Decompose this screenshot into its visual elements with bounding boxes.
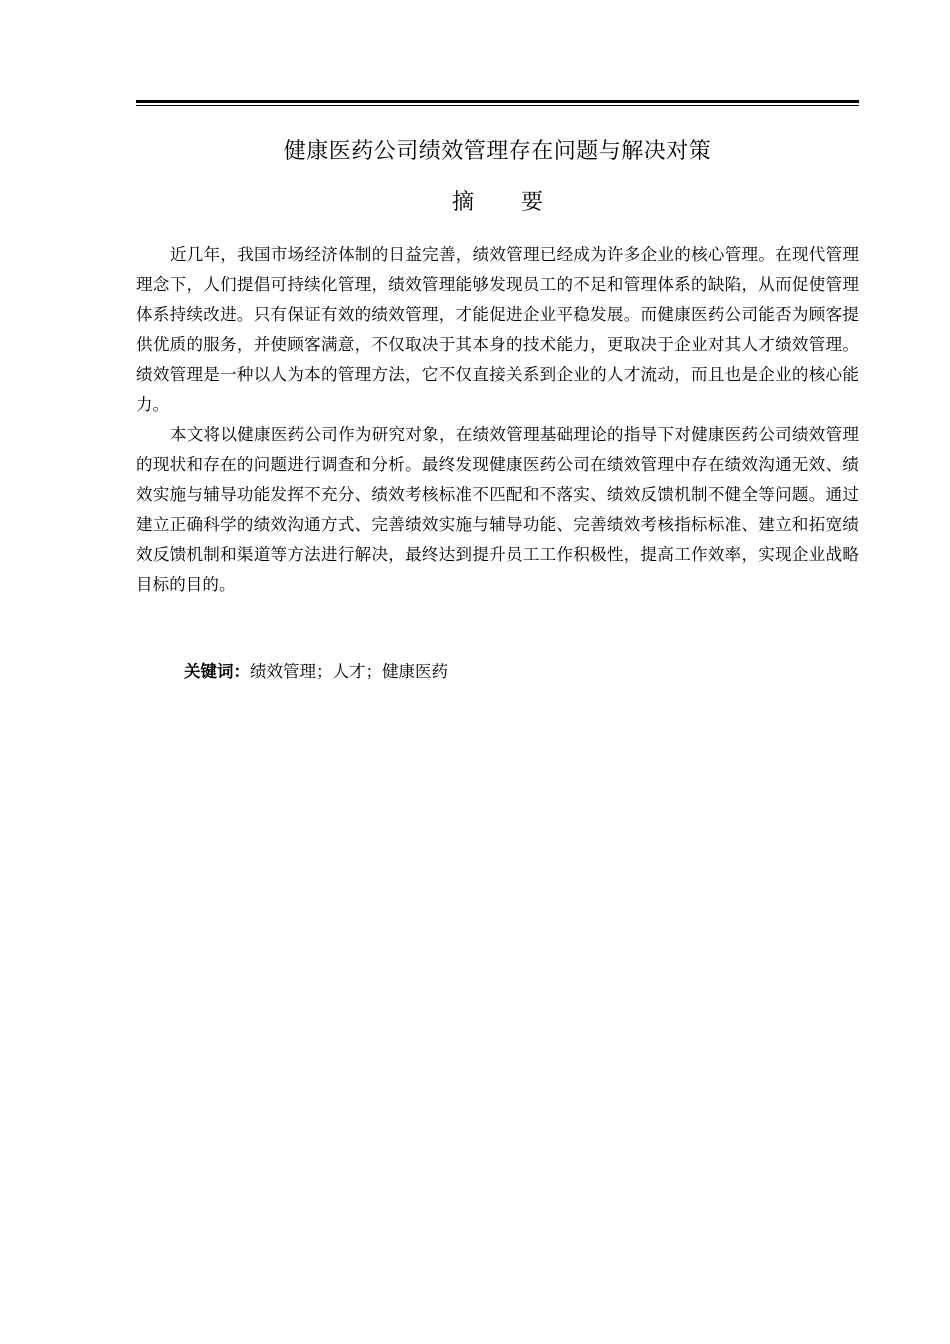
header-rule-thick	[136, 100, 859, 103]
keywords-value: 绩效管理；人才；健康医药	[250, 662, 448, 681]
abstract-body	[136, 240, 859, 600]
abstract-paragraph-2: 本文将以健康医药公司作为研究对象，在绩效管理基础理论的指导下对健康医药公司绩效管理的现状和存在的问题进行调查和分析。最终发现健康医药公司在绩效管理中存在绩效沟通无效、绩效实施与辅导功能发挥不充分、绩效考核标准不匹配和不落实、绩效反馈机制不健全等问题。通过建立正确科学的绩效沟通方式、完善绩效实施与辅导功能、完善绩效考核指标标准、建立和拓宽绩效反馈机制和渠道等方法进行解决，最终达到提升员工工作积极性，提高工作效率，实现企业战略目标的目的。	[136, 425, 859, 594]
abstract-heading: 摘 要	[452, 190, 563, 215]
header-rule-thin	[136, 105, 859, 106]
header-double-rule	[136, 100, 859, 107]
keywords-line	[184, 657, 448, 687]
abstract-paragraph-1: 近几年，我国市场经济体制的日益完善，绩效管理已经成为许多企业的核心管理。在现代管理理念下，人们提倡可持续化管理，绩效管理能够发现员工的不足和管理体系的缺陷，从而促使管理体系持续改进。只有保证有效的绩效管理，才能促进企业平稳发展。而健康医药公司能否为顾客提供优质的服务，并使顾客满意，不仅取决于其本身的技术能力，更取决于企业对其人才绩效管理。绩效管理是一种以人为本的管理方法，它不仅直接关系到企业的人才流动，而且也是企业的核心能力。	[136, 245, 859, 414]
document-title: 健康医药公司绩效管理存在问题与解决对策	[283, 139, 712, 164]
keywords-label: 关键词：	[184, 662, 250, 681]
